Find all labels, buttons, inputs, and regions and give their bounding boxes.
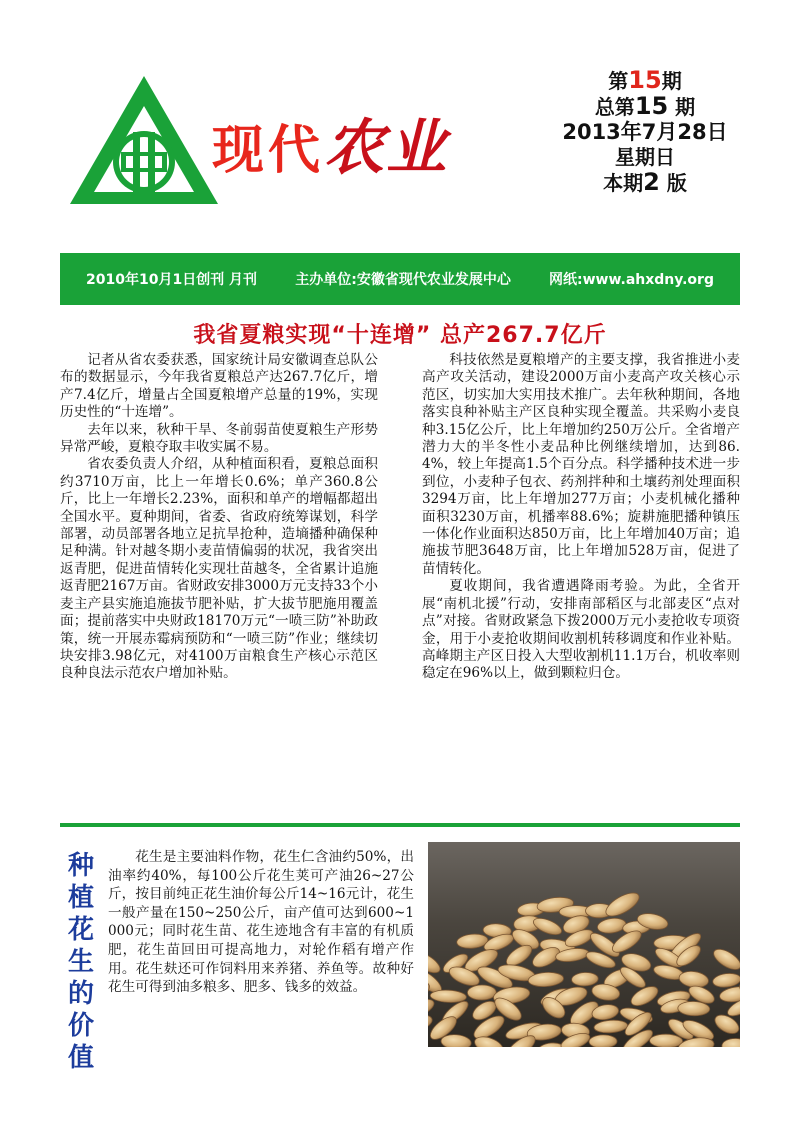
info-banner [60, 253, 740, 305]
total-number: 15 [634, 92, 669, 120]
total-issue-row [540, 94, 750, 120]
issue-info [540, 68, 750, 196]
page-number: 2 [643, 168, 660, 196]
website-info: 网纸:www.ahxdny.org [549, 272, 714, 288]
page-prefix: 本期 [603, 171, 644, 195]
issue-suffix: 期 [661, 69, 682, 93]
peanut-section-title: 种植花生的价值 [67, 851, 94, 1073]
logo [64, 70, 224, 210]
issue-number-row [540, 68, 750, 94]
paper-title-part2: 农业 [324, 113, 449, 183]
page-number-row [540, 170, 750, 196]
article-paragraph: 夏收期间，我省遭遇降雨考验。为此，全省开展“南机北援”行动，安排南部稻区与北部麦区“点对点”对接。省财政紧急下拨2000万元小麦抢收专项资金，用于小麦抢收期间收割机转移调度和作业补贴。高峰期主产区日投入大型收割机11.1万台，机收率则稳定在96%以上，做到颗粒归仓。 [422, 578, 740, 682]
issue-number: 15 [628, 66, 662, 94]
founded-info: 2010年10月1日创刊 月刊 [86, 272, 258, 288]
peanut-photo [428, 842, 740, 1047]
article-paragraph: 去年以来，秋种干旱、冬前弱苗使夏粮生产形势异常严峻，夏粮夺取丰收实属不易。 [60, 421, 378, 456]
peanut-article [108, 848, 414, 997]
article-headline: 我省夏粮实现“十连增” 总产267.7亿斤 [193, 323, 607, 348]
article-column-left [60, 352, 378, 683]
article-paragraph: 省农委负责人介绍，从种植面积看，夏粮总面积约3710万亩，比上一年增长0.6%；单产360.8公斤，比上一年增长2.23%，面积和单产的增幅都超出全国水平。夏种期间，省委、省政府统筹谋划，科学部署，动员部署各地立足抗旱抢种，造墒播种确保种足种满。针对越冬期小麦苗情偏弱的状况，我省突出返青肥，促进苗情转化实现壮苗越冬，全省累计追施返青肥2167万亩。省财政安排3000万元支持33个小麦主产县实施追施拔节肥补贴，扩大拔节肥施用覆盖面；提前落实中央财政18170万元“一喷三防”补助政策，统一开展赤霉病预防和“一喷三防”作业；继续切块安排3.98亿元，对4100万亩粮食生产核心示范区良种良法示范农户增加补贴。 [60, 456, 378, 682]
issue-weekday: 星期日 [615, 145, 675, 169]
issue-date: 2013年7月28日 [562, 120, 728, 144]
paper-title-part1: 现代 [212, 121, 325, 181]
article-column-right [422, 352, 740, 683]
page-suffix: 版 [659, 171, 687, 195]
peanut-paragraph: 花生是主要油料作物，花生仁含油约50%，出油率约40%，每100公斤花生荚可产油26~27公斤，按目前纯正花生油价每公斤14~16元计，花生一般产量在150~250公斤，亩产值可达到600~1000元；同时花生苗、花生迹地含有丰富的有机质肥，花生苗回田可提高地力，对轮作稻有增产作用。花生麸还可作饲料用来养猪、养鱼等。故种好花生可得到油多粮多、肥多、钱多的效益。 [108, 849, 414, 996]
article-paragraph: 记者从省农委获悉，国家统计局安徽调查总队公布的数据显示，今年我省夏粮总产达267.7亿斤，增产7.4亿斤，增量占全国夏粮增产总量的19%，实现历史性的“十连增”。 [60, 352, 378, 421]
article-paragraph: 科技依然是夏粮增产的主要支撑，我省推进小麦高产攻关活动，建设2000万亩小麦高产攻关核心示范区，切实加大实用技术推广。去年秋种期间，各地落实良种补贴主产区良种实现全覆盖。共采购小麦良种3.15亿公斤，比上年增加约250万公斤。全省增产潜力大的半冬性小麦品种比例继续增加，达到86.4%，较上年提高1.5个百分点。科学播种技术进一步到位，小麦种子包衣、药剂拌种和土壤药剂处理面积3294万亩，比上年增加277万亩；小麦机械化播种面积3230万亩，机播率88.6%；旋耕施肥播种镇压一体化作业面积达850万亩，比上年增加40万亩；追施拔节肥3648万亩，比上年增加528万亩，促进了苗情转化。 [422, 352, 740, 577]
issue-prefix: 第 [608, 69, 629, 93]
total-prefix: 总第 [594, 95, 635, 119]
paper-title [212, 100, 448, 186]
total-suffix: 期 [668, 95, 696, 119]
section-divider [60, 823, 740, 827]
sponsor-info: 主办单位:安徽省现代农业发展中心 [295, 272, 511, 288]
